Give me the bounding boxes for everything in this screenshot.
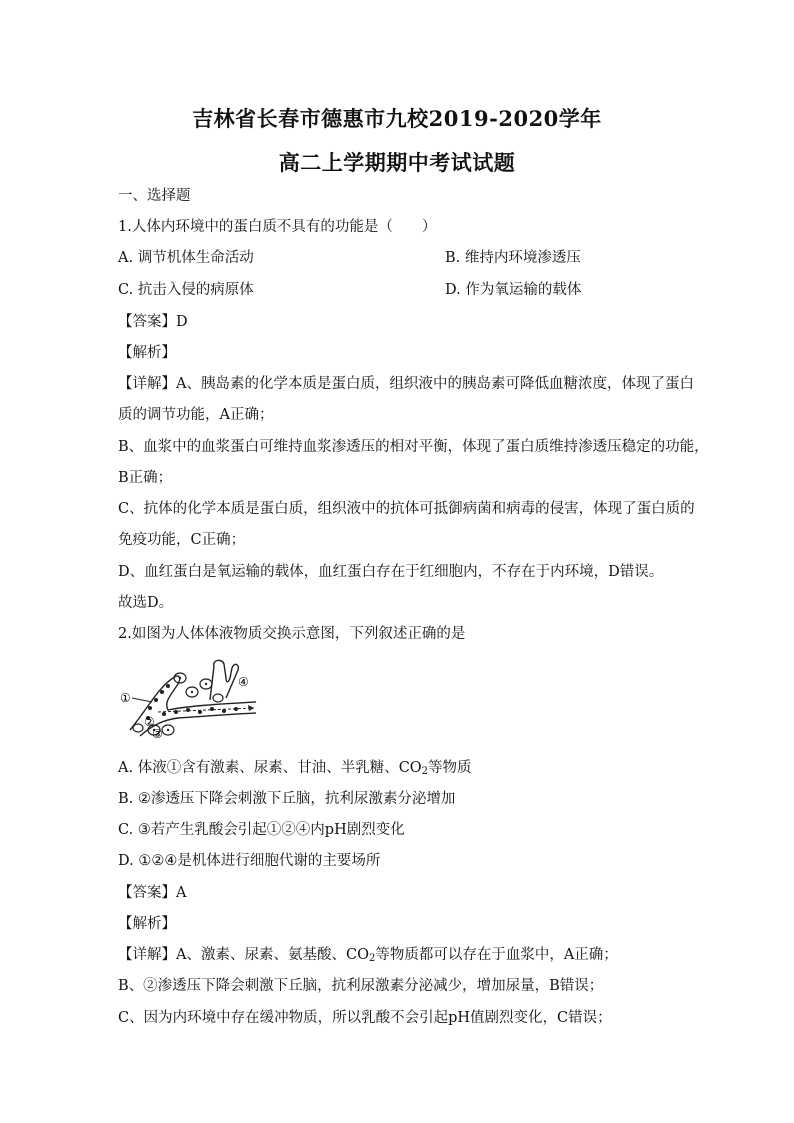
q1-answer: 【答案】D [118,314,188,330]
q2-explain-line [118,946,618,968]
document-title-line1: 吉林省长春市德惠市九校2019-2020学年 [192,106,602,131]
diagram-label-2: ② [144,715,155,729]
q1-explain-line: C、抗体的化学本质是蛋白质，组织液中的抗体可抵御病菌和病毒的侵害，体现了蛋白质的 [118,501,695,517]
subscript: 2 [368,953,376,964]
diagram-label-3: ③ [152,727,163,741]
subscript: 2 [421,766,429,777]
section-heading: 一、选择题 [118,188,191,204]
q2-option-a-text: A. 体液①含有激素、尿素、甘油、半乳糖、CO [118,760,422,776]
q2-explain-line: C、因为内环境中存在缓冲物质，所以乳酸不会引起pH值剧烈变化，C错误； [118,1010,612,1026]
q1-option-c: C. 抗击入侵的病原体 [118,282,254,298]
q1-option-b: B. 维持内环境渗透压 [445,250,581,266]
q1-explain-line: B、血浆中的血浆蛋白可维持血浆渗透压的相对平衡，体现了蛋白质维持渗透压稳定的功能， [118,439,709,455]
q2-explain-line: B、②渗透压下降会刺激下丘脑，抗利尿激素分泌减少，增加尿量，B错误； [118,978,604,994]
q2-option-b: B. ②渗透压下降会刺激下丘脑，抗利尿激素分泌增加 [118,791,456,807]
q1-option-d: D. 作为氧运输的载体 [445,282,582,298]
q2-explain-text: 【详解】A、激素、尿素、氨基酸、CO [118,947,369,963]
q2-option-a-tail: 等物质 [428,760,472,776]
q1-analysis-label: 【解析】 [118,345,176,361]
q2-explain-tail: 等物质都可以存在于血浆中，A正确； [375,947,618,963]
q2-option-a [118,759,472,781]
document-title-line2: 高二上学期期中考试试题 [278,150,516,175]
body-fluid-exchange-diagram [118,658,263,743]
q2-option-c: C. ③若产生乳酸会引起①②④内pH剧烈变化 [118,822,405,838]
q1-explain-line: 免疫功能，C正确； [118,532,246,548]
diagram-label-4: ④ [238,675,249,689]
q2-analysis-label: 【解析】 [118,916,176,932]
q1-explain-line: 【详解】A、胰岛素的化学本质是蛋白质，组织液中的胰岛素可降低血糖浓度，体现了蛋白 [118,376,694,392]
q2-answer: 【答案】A [118,885,187,901]
q2-stem: 2.如图为人体体液物质交换示意图，下列叙述正确的是 [118,626,466,642]
q1-stem: 1.人体内环境中的蛋白质不具有的功能是（ ） [118,219,437,235]
diagram-label-1: ① [120,691,131,705]
q2-option-d: D. ①②④是机体进行细胞代谢的主要场所 [118,853,381,869]
q1-explain-line: 故选D。 [118,595,174,611]
q1-explain-line: 质的调节功能，A正确； [118,407,274,423]
q1-explain-line: B正确； [118,470,173,486]
q1-explain-line: D、血红蛋白是氧运输的载体，血红蛋白存在于红细胞内，不存在于内环境，D错误。 [118,564,664,580]
q1-option-a: A. 调节机体生命活动 [118,250,254,266]
